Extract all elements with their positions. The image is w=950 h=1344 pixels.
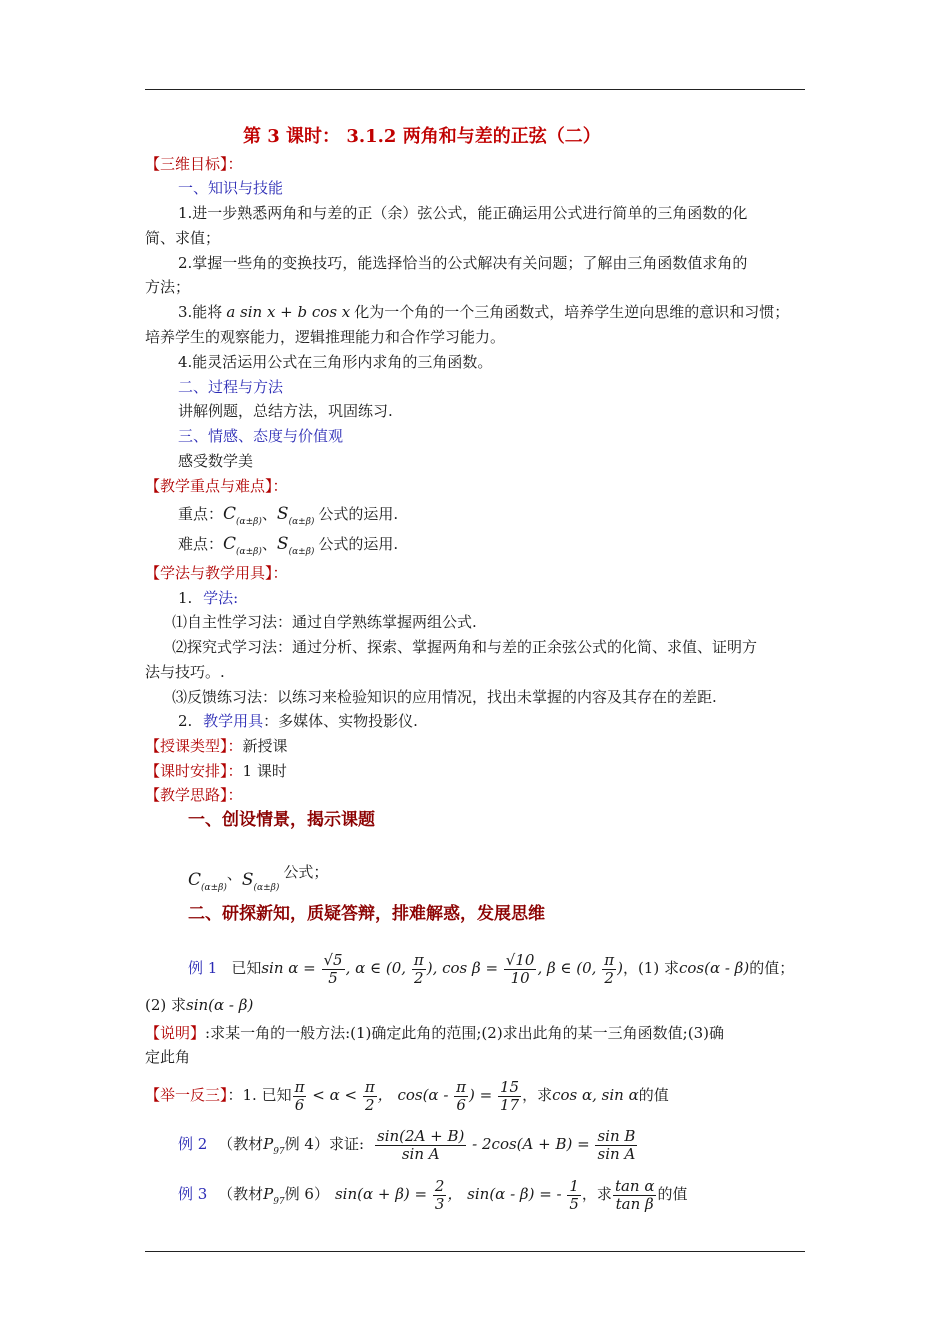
sep: 、 [261, 505, 277, 523]
ex2-formula: $\frac{\sin(2A + B)}{\text{sin A}}$ - 2cos(A + B) = $\frac{\text{sin B}}{\text{sin A}}$ [377, 1126, 636, 1163]
idea-label: 【教学思路】： [145, 786, 243, 804]
key-prefix: 重点： [178, 505, 224, 523]
process-heading: 二、过程与方法 [178, 378, 284, 396]
method-2b: 法与技巧。. [145, 663, 225, 681]
formula-c: C [223, 534, 237, 554]
ex1-q1-expr: cos(α - β) [678, 959, 750, 977]
formula-c: C [223, 504, 237, 524]
top-rule [145, 89, 805, 90]
bottom-rule [145, 1251, 805, 1252]
method-1: ⑴自主性学习法：通过自学熟练掌握两组公式. [172, 613, 477, 631]
formula-sub: (α±β) [236, 517, 262, 527]
ex3-formula: sin(α + β) = $\frac{2}{3}$ ， sin(α - β) = - $\frac{1}{5}$ [334, 1176, 579, 1213]
note-label: 【说明】 [145, 1024, 206, 1042]
method-3: ⑶反馈练习法：以练习来检验知识的应用情况，找出未掌握的内容及其存在的差距. [172, 688, 717, 706]
key-point [178, 504, 398, 532]
methods-label: 【学法与教学用具】： [145, 564, 288, 582]
formula-sub: (α±β) [253, 883, 280, 893]
extend-formula: $\frac{\pi}{6}$ < α < $\frac{\pi}{2}$ ， cos(α - $\frac{\pi}{6}$ ) = $\frac{15}{17}$ [294, 1077, 520, 1114]
example-1 [188, 948, 794, 988]
method-heading-line [178, 588, 238, 608]
tools-line [178, 711, 418, 731]
goal-item-1a: 1.进一步熟悉两角和与差的正（余）弦公式，能正确运用公式进行简单的三角函数的化 [178, 204, 748, 222]
extend-mid: ，求 [522, 1086, 553, 1104]
method-2a: ⑵探究式学习法：通过分析、探索、掌握两角和与差的正余弦公式的化简、求值、证明方 [172, 638, 758, 656]
formula-word: 公式； [283, 863, 329, 881]
goal-item-1b: 简、求值； [145, 229, 221, 247]
ex2-src: （教材 [218, 1135, 264, 1153]
goal-item-2b: 方法； [145, 278, 191, 296]
goals-label: 【三维目标】： [145, 155, 243, 173]
ex1-known: 已知 [231, 959, 262, 977]
formula-sub: (α±β) [201, 883, 227, 893]
example-1-q2 [145, 995, 253, 1015]
type-text: 新授课 [242, 737, 288, 755]
method-heading: 学法: [203, 589, 239, 607]
p97: P [263, 1135, 274, 1153]
ex1-q2: (2) 求 [145, 996, 187, 1014]
tools-text: ：多媒体、实物投影仪. [263, 712, 418, 730]
ex3-end: 的值 [657, 1185, 688, 1203]
emotion-text: 感受数学美 [178, 452, 254, 470]
method-no: 1. [178, 589, 193, 607]
tools-heading: 教学用具 [203, 712, 264, 730]
note-text-a: :求某一角的一般方法:(1)确定此角的范围;(2)求出此角的某一三角函数值;(3)确 [205, 1024, 724, 1042]
example-2 [178, 1124, 638, 1172]
extend-label: 【举一反三】 [145, 1086, 228, 1104]
formula-c: C [188, 870, 202, 890]
tools-no: 2. [178, 712, 193, 730]
ex1-formula: sin α = $\frac{√5}{5}$ , α ∈ (0, $\frac{\pi}{2}$ ), cos β = $\frac{√10}{10}$ , β ∈ (0, $\frac{\pi}{2}$ ) [261, 950, 623, 987]
formula-s: S [276, 534, 289, 554]
formula-s: S [241, 870, 254, 890]
part1-heading: 一、创设情景，揭示课题 [188, 810, 375, 830]
process-text: 讲解例题，总结方法，巩固练习. [178, 402, 393, 420]
part2-heading: 二、研探新知，质疑答辩，排难解惑，发展思维 [188, 904, 545, 924]
extend-line [145, 1075, 669, 1115]
ex1-q1: ，(1) 求 [622, 959, 679, 977]
p97: P [263, 1185, 274, 1203]
formula-sub: (α±β) [288, 547, 315, 557]
goal-item-3b: 培养学生的观察能力，逻辑推理能力和合作学习能力。 [145, 328, 506, 346]
p97-sub: 97 [273, 1197, 285, 1207]
sep: 、 [261, 535, 277, 553]
note-line [145, 1023, 724, 1043]
type-label: 【授课类型】： [145, 737, 243, 755]
ex3-label: 例 3 [178, 1185, 208, 1203]
sep: 、 [226, 865, 242, 883]
emotion-heading: 三、情感、态度与价值观 [178, 427, 344, 445]
usage-text: 公式的运用. [318, 505, 399, 523]
item3-formula: a sin x + b cos x [226, 303, 351, 321]
ex3-mid: ，求 [581, 1185, 612, 1203]
extend-target: cos α, sin α [552, 1086, 639, 1104]
keypoints-label: 【教学重点与难点】： [145, 477, 288, 495]
formula-sub: (α±β) [236, 547, 262, 557]
formula-s: S [276, 504, 289, 524]
formula-line [188, 862, 328, 898]
type-line [145, 736, 288, 756]
hard-prefix: 难点： [178, 535, 224, 553]
example-3 [178, 1174, 687, 1222]
ex2-label: 例 2 [178, 1135, 208, 1153]
page-title: 第 3 课时： 3.1.2 两角和与差的正弦（二） [243, 126, 601, 147]
note-line-b: 定此角 [145, 1048, 191, 1066]
ex3-src: （教材 [218, 1185, 264, 1203]
time-line [145, 761, 287, 781]
goal-item-4: 4.能灵活运用公式在三角形内求角的三角函数。 [178, 353, 493, 371]
time-text: 1 课时 [242, 762, 287, 780]
item3-pre: 3.能将 [178, 303, 223, 321]
hard-point [178, 534, 398, 562]
p97-sub: 97 [273, 1147, 285, 1157]
extend-end: 的值 [638, 1086, 669, 1104]
ex1-q2-expr: sin(α - β) [186, 996, 254, 1014]
usage-text: 公式的运用. [318, 535, 399, 553]
item3-post: 化为一个角的一个三角函数式，培养学生逆向思维的意识和习惯； [354, 303, 790, 321]
time-label: 【课时安排】： [145, 762, 243, 780]
ex3-ref: 例 6） [284, 1185, 329, 1203]
knowledge-heading: 一、知识与技能 [178, 179, 284, 197]
ex1-q1-end: 的值； [749, 959, 795, 977]
ex1-label: 例 1 [188, 959, 218, 977]
goal-item-3a [178, 302, 789, 322]
formula-sub: (α±β) [288, 517, 315, 527]
ex2-ref: 例 4）求证: [284, 1135, 365, 1153]
ex3-target: $\frac{\text{tan α}}{\text{tan β}}$ [614, 1176, 655, 1213]
extend-pre: ：1. 已知 [227, 1086, 292, 1104]
goal-item-2a: 2.掌握一些角的变换技巧，能选择恰当的公式解决有关问题；了解由三角函数值求角的 [178, 254, 748, 272]
